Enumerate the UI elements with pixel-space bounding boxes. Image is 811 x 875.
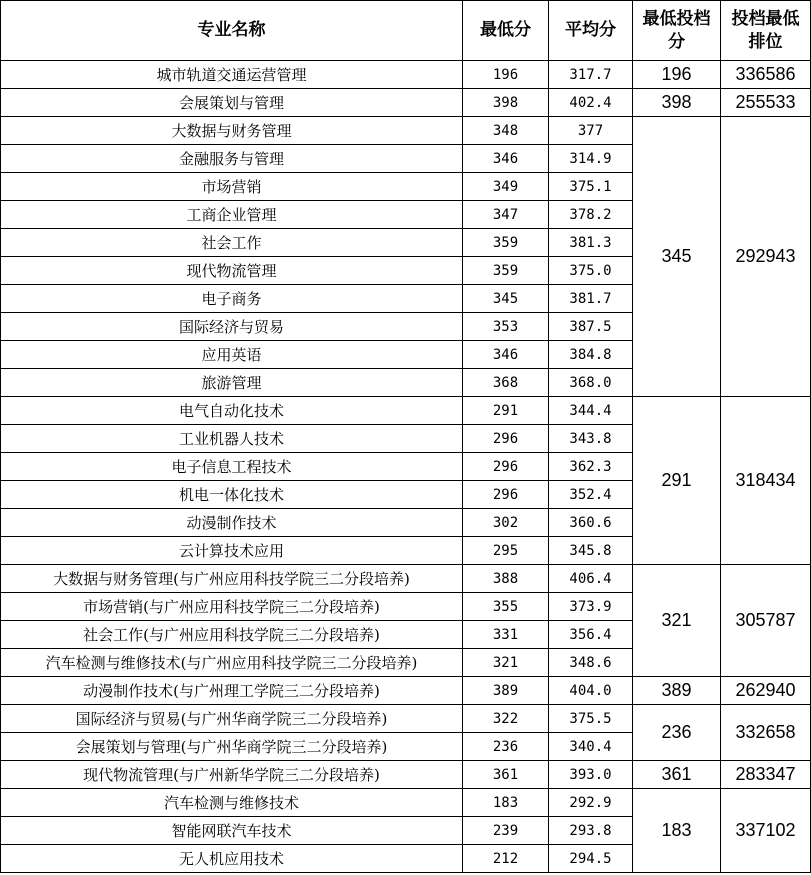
- table-body: [1, 61, 811, 873]
- min-admission-score-cell: 291: [633, 397, 721, 565]
- avg-score-cell: 292.9: [549, 789, 633, 817]
- major-name-cell: 工业机器人技术: [1, 425, 463, 453]
- major-name-cell: 动漫制作技术: [1, 509, 463, 537]
- avg-score-cell: 384.8: [549, 341, 633, 369]
- min-admission-score-cell: 345: [633, 117, 721, 397]
- avg-score-cell: 375.5: [549, 705, 633, 733]
- min-score-cell: 321: [463, 649, 549, 677]
- major-name-cell: 电气自动化技术: [1, 397, 463, 425]
- min-score-cell: 196: [463, 61, 549, 89]
- avg-score-cell: 404.0: [549, 677, 633, 705]
- avg-score-cell: 381.3: [549, 229, 633, 257]
- header-min-admission-rank: 投档最低排位: [721, 1, 811, 61]
- avg-score-cell: 294.5: [549, 845, 633, 873]
- min-admission-score-cell: 183: [633, 789, 721, 873]
- major-name-cell: 工商企业管理: [1, 201, 463, 229]
- major-name-cell: 电子信息工程技术: [1, 453, 463, 481]
- header-row: [1, 1, 811, 61]
- major-name-cell: 市场营销: [1, 173, 463, 201]
- min-score-cell: 368: [463, 369, 549, 397]
- avg-score-cell: 378.2: [549, 201, 633, 229]
- major-name-cell: 社会工作: [1, 229, 463, 257]
- table-row: [1, 565, 811, 593]
- min-admission-rank-cell: 337102: [721, 789, 811, 873]
- avg-score-cell: 373.9: [549, 593, 633, 621]
- min-score-cell: 183: [463, 789, 549, 817]
- min-score-cell: 353: [463, 313, 549, 341]
- avg-score-cell: 345.8: [549, 537, 633, 565]
- header-min-score: 最低分: [463, 1, 549, 61]
- min-score-cell: 295: [463, 537, 549, 565]
- min-score-cell: 359: [463, 229, 549, 257]
- avg-score-cell: 393.0: [549, 761, 633, 789]
- avg-score-cell: 381.7: [549, 285, 633, 313]
- table-row: [1, 117, 811, 145]
- min-admission-rank-cell: 283347: [721, 761, 811, 789]
- major-name-cell: 应用英语: [1, 341, 463, 369]
- major-name-cell: 会展策划与管理: [1, 89, 463, 117]
- avg-score-cell: 368.0: [549, 369, 633, 397]
- min-score-cell: 322: [463, 705, 549, 733]
- avg-score-cell: 375.0: [549, 257, 633, 285]
- avg-score-cell: 406.4: [549, 565, 633, 593]
- major-name-cell: 国际经济与贸易(与广州华商学院三二分段培养): [1, 705, 463, 733]
- min-score-cell: 359: [463, 257, 549, 285]
- major-name-cell: 会展策划与管理(与广州华商学院三二分段培养): [1, 733, 463, 761]
- major-name-cell: 电子商务: [1, 285, 463, 313]
- avg-score-cell: 293.8: [549, 817, 633, 845]
- header-avg-score: 平均分: [549, 1, 633, 61]
- major-name-cell: 社会工作(与广州应用科技学院三二分段培养): [1, 621, 463, 649]
- avg-score-cell: 314.9: [549, 145, 633, 173]
- min-score-cell: 348: [463, 117, 549, 145]
- major-name-cell: 无人机应用技术: [1, 845, 463, 873]
- min-score-cell: 302: [463, 509, 549, 537]
- avg-score-cell: 356.4: [549, 621, 633, 649]
- min-admission-score-cell: 236: [633, 705, 721, 761]
- min-score-cell: 398: [463, 89, 549, 117]
- min-admission-rank-cell: 262940: [721, 677, 811, 705]
- min-score-cell: 239: [463, 817, 549, 845]
- min-admission-rank-cell: 292943: [721, 117, 811, 397]
- min-score-cell: 296: [463, 425, 549, 453]
- min-score-cell: 389: [463, 677, 549, 705]
- avg-score-cell: 352.4: [549, 481, 633, 509]
- avg-score-cell: 340.4: [549, 733, 633, 761]
- major-name-cell: 旅游管理: [1, 369, 463, 397]
- major-name-cell: 动漫制作技术(与广州理工学院三二分段培养): [1, 677, 463, 705]
- major-name-cell: 大数据与财务管理(与广州应用科技学院三二分段培养): [1, 565, 463, 593]
- table-row: [1, 677, 811, 705]
- header-min-admission-score: 最低投档分: [633, 1, 721, 61]
- min-score-cell: 349: [463, 173, 549, 201]
- major-name-cell: 现代物流管理: [1, 257, 463, 285]
- major-name-cell: 市场营销(与广州应用科技学院三二分段培养): [1, 593, 463, 621]
- min-score-cell: 296: [463, 481, 549, 509]
- header-major-name: 专业名称: [1, 1, 463, 61]
- major-name-cell: 现代物流管理(与广州新华学院三二分段培养): [1, 761, 463, 789]
- min-score-cell: 236: [463, 733, 549, 761]
- avg-score-cell: 344.4: [549, 397, 633, 425]
- avg-score-cell: 360.6: [549, 509, 633, 537]
- min-admission-score-cell: 398: [633, 89, 721, 117]
- min-score-cell: 296: [463, 453, 549, 481]
- min-score-cell: 361: [463, 761, 549, 789]
- avg-score-cell: 317.7: [549, 61, 633, 89]
- avg-score-cell: 387.5: [549, 313, 633, 341]
- avg-score-cell: 343.8: [549, 425, 633, 453]
- table-row: [1, 761, 811, 789]
- min-score-cell: 346: [463, 341, 549, 369]
- table-row: [1, 705, 811, 733]
- min-score-cell: 346: [463, 145, 549, 173]
- major-name-cell: 云计算技术应用: [1, 537, 463, 565]
- table-row: [1, 789, 811, 817]
- avg-score-cell: 375.1: [549, 173, 633, 201]
- min-admission-score-cell: 321: [633, 565, 721, 677]
- major-name-cell: 智能网联汽车技术: [1, 817, 463, 845]
- min-score-cell: 291: [463, 397, 549, 425]
- avg-score-cell: 348.6: [549, 649, 633, 677]
- avg-score-cell: 362.3: [549, 453, 633, 481]
- table-row: [1, 61, 811, 89]
- min-admission-score-cell: 196: [633, 61, 721, 89]
- major-name-cell: 金融服务与管理: [1, 145, 463, 173]
- min-admission-rank-cell: 332658: [721, 705, 811, 761]
- min-score-cell: 345: [463, 285, 549, 313]
- major-name-cell: 汽车检测与维修技术: [1, 789, 463, 817]
- table-row: [1, 397, 811, 425]
- min-admission-rank-cell: 255533: [721, 89, 811, 117]
- major-name-cell: 机电一体化技术: [1, 481, 463, 509]
- min-admission-rank-cell: 305787: [721, 565, 811, 677]
- table-row: [1, 89, 811, 117]
- min-score-cell: 347: [463, 201, 549, 229]
- min-score-cell: 212: [463, 845, 549, 873]
- major-name-cell: 国际经济与贸易: [1, 313, 463, 341]
- avg-score-cell: 402.4: [549, 89, 633, 117]
- major-name-cell: 汽车检测与维修技术(与广州应用科技学院三二分段培养): [1, 649, 463, 677]
- min-admission-rank-cell: 336586: [721, 61, 811, 89]
- min-admission-rank-cell: 318434: [721, 397, 811, 565]
- min-score-cell: 355: [463, 593, 549, 621]
- major-name-cell: 大数据与财务管理: [1, 117, 463, 145]
- min-score-cell: 331: [463, 621, 549, 649]
- avg-score-cell: 377: [549, 117, 633, 145]
- min-admission-score-cell: 389: [633, 677, 721, 705]
- min-score-cell: 388: [463, 565, 549, 593]
- min-admission-score-cell: 361: [633, 761, 721, 789]
- major-name-cell: 城市轨道交通运营管理: [1, 61, 463, 89]
